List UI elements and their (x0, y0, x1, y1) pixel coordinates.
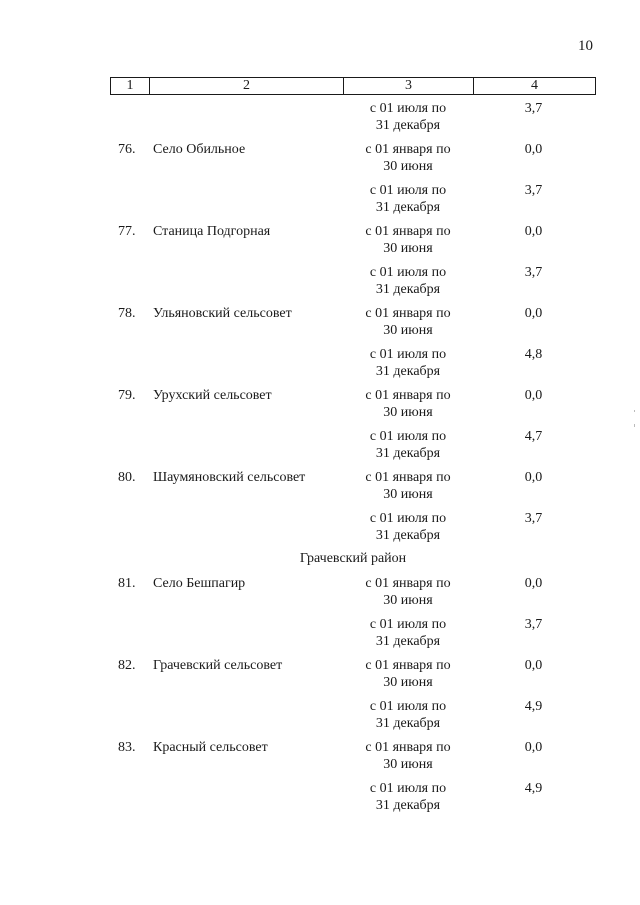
settlement-name: Урухский сельсовет (153, 388, 272, 403)
rate-value: 4,7 (524, 429, 543, 444)
period-line: с 01 июля по (369, 101, 447, 116)
rate-value: 0,0 (524, 224, 543, 239)
rate-value: 0,0 (524, 740, 543, 755)
rate-value: 0,0 (524, 658, 543, 673)
period (343, 616, 473, 650)
period-line: 30 июня (383, 159, 433, 174)
period-line: с 01 января по (365, 740, 451, 755)
rate-value: 0,0 (524, 470, 543, 485)
row-number: 80. (118, 470, 136, 485)
table-row (110, 264, 596, 304)
page-number: 10 (578, 38, 593, 54)
period (343, 575, 473, 609)
period-line: 31 декабря (375, 446, 441, 461)
row-number: 82. (118, 658, 136, 673)
rate-value: 3,7 (524, 265, 543, 280)
settlement-name: Село Бешпагир (153, 576, 246, 591)
rate-value: 4,8 (524, 347, 543, 362)
period (343, 469, 473, 503)
table-row (110, 780, 596, 820)
table-row (110, 469, 596, 509)
period-line: 31 декабря (375, 798, 441, 813)
table-row (110, 616, 596, 656)
rate-value: 0,0 (524, 388, 543, 403)
period-line: 30 июня (383, 757, 433, 772)
row-number: 76. (118, 142, 136, 157)
rate-value: 4,9 (524, 699, 543, 714)
table-row (110, 428, 596, 468)
period-line: 30 июня (383, 487, 433, 502)
settlement-name: Станица Подгорная (153, 224, 271, 239)
rate-value: 3,7 (524, 617, 543, 632)
settlement-name: Шаумяновский сельсовет (153, 470, 306, 485)
header-col-3: 3 (344, 78, 474, 94)
period-line: 31 декабря (375, 528, 441, 543)
period-line: 31 декабря (375, 364, 441, 379)
table-row (110, 100, 596, 140)
period (343, 100, 473, 134)
period-line: 30 июня (383, 241, 433, 256)
period-line: с 01 января по (365, 470, 451, 485)
table-row (110, 510, 596, 550)
period-line: с 01 января по (365, 306, 451, 321)
table-row (110, 698, 596, 738)
period-line: 31 декабря (375, 282, 441, 297)
header-col-1: 1 (111, 78, 150, 94)
row-number: 81. (118, 576, 136, 591)
period-line: 31 декабря (375, 200, 441, 215)
period (343, 182, 473, 216)
period (343, 428, 473, 462)
header-col-2: 2 (150, 78, 344, 94)
table-row (110, 305, 596, 345)
rate-value: 4,9 (524, 781, 543, 796)
table-row (110, 387, 596, 427)
settlement-name: Ульяновский сельсовет (153, 306, 292, 321)
period-line: 31 декабря (375, 716, 441, 731)
section-title: Грачевский район (299, 551, 407, 566)
period (343, 141, 473, 175)
scan-mark (634, 424, 635, 427)
period-line: с 01 января по (365, 142, 451, 157)
settlement-name: Грачевский сельсовет (153, 658, 283, 673)
period (343, 657, 473, 691)
period-line: с 01 июля по (369, 781, 447, 796)
header-col-4: 4 (531, 78, 538, 93)
period-line: 30 июня (383, 593, 433, 608)
period (343, 346, 473, 380)
period-line: 30 июня (383, 675, 433, 690)
table-row (110, 575, 596, 615)
row-number: 83. (118, 740, 136, 755)
rate-value: 0,0 (524, 576, 543, 591)
period-line: с 01 июля по (369, 699, 447, 714)
rate-value: 3,7 (524, 101, 543, 116)
table-row (110, 739, 596, 779)
row-number: 79. (118, 388, 136, 403)
period-line: с 01 июля по (369, 347, 447, 362)
period-line: с 01 января по (365, 388, 451, 403)
table-row (110, 346, 596, 386)
period-line: с 01 января по (365, 576, 451, 591)
period (343, 387, 473, 421)
rate-value: 0,0 (524, 142, 543, 157)
scan-mark (634, 410, 635, 412)
row-number: 78. (118, 306, 136, 321)
period (343, 780, 473, 814)
rate-value: 3,7 (524, 183, 543, 198)
settlement-name: Красный сельсовет (153, 740, 268, 755)
period-line: 31 декабря (375, 634, 441, 649)
settlement-name: Село Обильное (153, 142, 246, 157)
table-row (110, 182, 596, 222)
period (343, 510, 473, 544)
period-line: 30 июня (383, 323, 433, 338)
period-line: с 01 июля по (369, 183, 447, 198)
period (343, 739, 473, 773)
period-line: с 01 июля по (369, 265, 447, 280)
period-line: с 01 января по (365, 224, 451, 239)
period-line: с 01 января по (365, 658, 451, 673)
table-row (110, 657, 596, 697)
rate-value: 0,0 (524, 306, 543, 321)
period-line: с 01 июля по (369, 429, 447, 444)
period-line: 31 декабря (375, 118, 441, 133)
period-line: с 01 июля по (369, 511, 447, 526)
table-row (110, 141, 596, 181)
table-row (110, 223, 596, 263)
period-line: с 01 июля по (369, 617, 447, 632)
period (343, 305, 473, 339)
period (343, 223, 473, 257)
period (343, 698, 473, 732)
period (343, 264, 473, 298)
row-number: 77. (118, 224, 136, 239)
period-line: 30 июня (383, 405, 433, 420)
rate-value: 3,7 (524, 511, 543, 526)
